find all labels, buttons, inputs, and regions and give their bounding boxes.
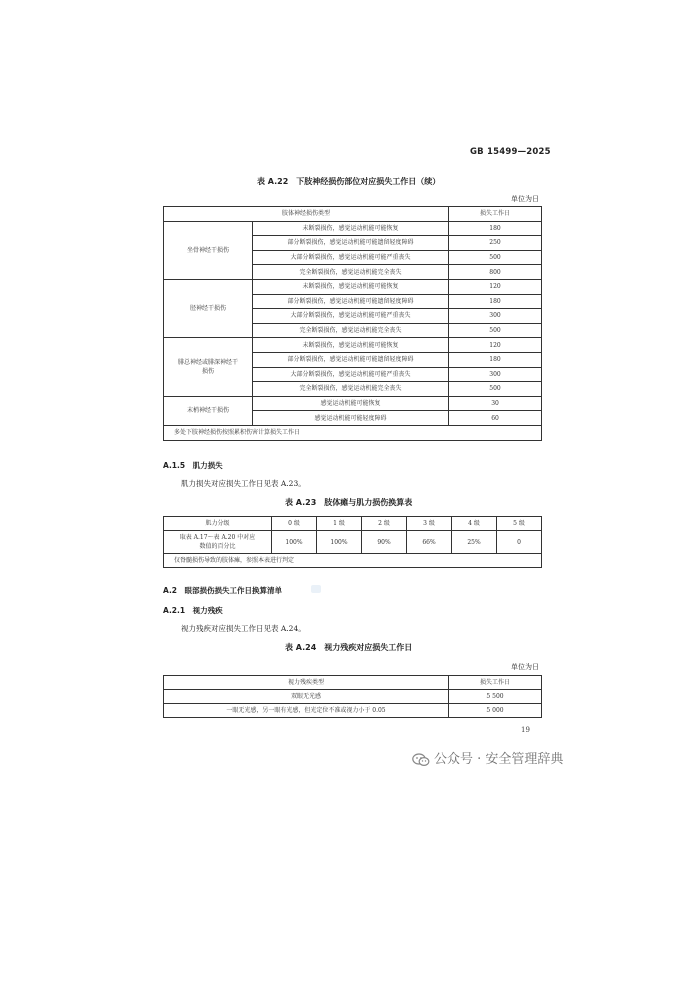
- desc-cell: 完全断裂损伤，感觉运动机能完全丧失: [253, 323, 449, 338]
- table-a23: [163, 516, 542, 568]
- value-cell: 0: [497, 531, 542, 554]
- desc-cell: 双眼无光感: [164, 690, 449, 704]
- table-header-row: [164, 517, 542, 531]
- header-cell-days: 损失工作日: [449, 207, 542, 222]
- desc-cell: 未断裂损伤，感觉运动机能可能恢复: [253, 221, 449, 236]
- table-row: [164, 396, 542, 411]
- table-note-row: [164, 554, 542, 568]
- desc-cell: 未断裂损伤，感觉运动机能可能恢复: [253, 279, 449, 294]
- desc-cell: 完全断裂损伤，感觉运动机能完全丧失: [253, 265, 449, 280]
- header-cell: 4 级: [452, 517, 497, 531]
- days-cell: 250: [449, 236, 542, 251]
- desc-cell: 部分断裂损伤，感觉运动机能可能遗留轻度障碍: [253, 236, 449, 251]
- page-number: 19: [521, 726, 530, 734]
- days-cell: 5 500: [449, 690, 542, 704]
- value-cell: 90%: [362, 531, 407, 554]
- table-row: [164, 338, 542, 353]
- section-a15-heading: A.1.5 肌力损失: [163, 461, 223, 470]
- days-cell: 180: [449, 352, 542, 367]
- standard-number: GB 15499—2025: [470, 147, 551, 157]
- desc-cell: 完全断裂损伤，感觉运动机能完全丧失: [253, 382, 449, 397]
- table-a24-unit: 单位为日: [511, 663, 539, 671]
- table-note: 仅脊髓损伤导致的肢体瘫，参照本表进行判定: [164, 554, 542, 568]
- section-a15-text: 肌力损失对应损失工作日见表 A.23。: [181, 479, 306, 488]
- days-cell: 500: [449, 382, 542, 397]
- days-cell: 30: [449, 396, 542, 411]
- group-name-line2: 损伤: [201, 368, 214, 376]
- table-row: [164, 704, 542, 718]
- desc-cell: 未断裂损伤，感觉运动机能可能恢复: [253, 338, 449, 353]
- section-a21-heading: A.2.1 视力残疾: [163, 606, 223, 615]
- header-cell: 3 级: [407, 517, 452, 531]
- desc-cell: 大部分断裂损伤，感觉运动机能可能严重丧失: [253, 367, 449, 382]
- header-cell: 1 级: [317, 517, 362, 531]
- value-cell: 100%: [272, 531, 317, 554]
- table-a23-caption: 表 A.23 肢体瘫与肌力损伤换算表: [285, 498, 413, 507]
- section-a2-heading: A.2 眼部损伤损失工作日换算清单: [163, 586, 283, 595]
- section-a21-text: 视力残疾对应损失工作日见表 A.24。: [181, 624, 306, 633]
- watermark-text: 公众号 · 安全管理辞典: [434, 752, 564, 767]
- row-label-cell: [164, 531, 272, 554]
- days-cell: 60: [449, 411, 542, 426]
- days-cell: 300: [449, 309, 542, 324]
- table-a22-unit: 单位为日: [511, 195, 539, 203]
- group-cell: 胫神经干损伤: [164, 279, 253, 337]
- header-cell: 肌力分级: [164, 517, 272, 531]
- watermark: [412, 748, 563, 767]
- desc-cell: 大部分断裂损伤，感觉运动机能可能严重丧失: [253, 309, 449, 324]
- group-name-line1: 腓总神经或腓深神经干: [177, 359, 238, 367]
- table-row: [164, 690, 542, 704]
- table-a22: [163, 206, 542, 441]
- header-cell-type: 视力残疾类型: [164, 676, 449, 690]
- group-cell: 末梢神经干损伤: [164, 396, 253, 425]
- row-label-line1: 取表 A.17～表 A.20 中对应: [179, 534, 256, 541]
- days-cell: 120: [449, 279, 542, 294]
- desc-cell: 部分断裂损伤，感觉运动机能可能遗留轻度障碍: [253, 294, 449, 309]
- days-cell: 180: [449, 221, 542, 236]
- table-header-row: [164, 676, 542, 690]
- desc-cell: 一眼无光感，另一眼有光感，但光定位不准或视力小于 0.05: [164, 704, 449, 718]
- header-cell: 0 级: [272, 517, 317, 531]
- value-cell: 100%: [317, 531, 362, 554]
- value-cell: 66%: [407, 531, 452, 554]
- header-cell-type: 肢体神经损伤类型: [164, 207, 449, 222]
- desc-cell: 部分断裂损伤，感觉运动机能可能遗留轻度障碍: [253, 352, 449, 367]
- highlight-mark: [311, 585, 321, 593]
- days-cell: 180: [449, 294, 542, 309]
- desc-cell: 大部分断裂损伤，感觉运动机能可能严重丧失: [253, 250, 449, 265]
- header-cell: 5 级: [497, 517, 542, 531]
- days-cell: 120: [449, 338, 542, 353]
- group-cell: 坐骨神经干损伤: [164, 221, 253, 279]
- desc-cell: 感觉运动机能可能轻度障碍: [253, 411, 449, 426]
- table-note: 多处下肢神经损伤按照累积伤害计算损失工作日: [164, 425, 542, 440]
- days-cell: 800: [449, 265, 542, 280]
- table-row: [164, 531, 542, 554]
- header-cell: 2 级: [362, 517, 407, 531]
- wechat-icon: [412, 753, 430, 767]
- days-cell: 300: [449, 367, 542, 382]
- table-row: [164, 279, 542, 294]
- table-a24-caption: 表 A.24 视力残疾对应损失工作日: [285, 643, 413, 652]
- header-cell-days: 损失工作日: [449, 676, 542, 690]
- days-cell: 500: [449, 323, 542, 338]
- desc-cell: 感觉运动机能可能恢复: [253, 396, 449, 411]
- days-cell: 500: [449, 250, 542, 265]
- table-header-row: [164, 207, 542, 222]
- days-cell: 5 000: [449, 704, 542, 718]
- table-row: [164, 221, 542, 236]
- value-cell: 25%: [452, 531, 497, 554]
- table-a24: [163, 675, 542, 718]
- table-a22-caption: 表 A.22 下肢神经损伤部位对应损失工作日（续）: [257, 177, 441, 186]
- row-label-line2: 数值的百分比: [199, 543, 236, 550]
- group-cell: [164, 338, 253, 396]
- table-note-row: [164, 425, 542, 440]
